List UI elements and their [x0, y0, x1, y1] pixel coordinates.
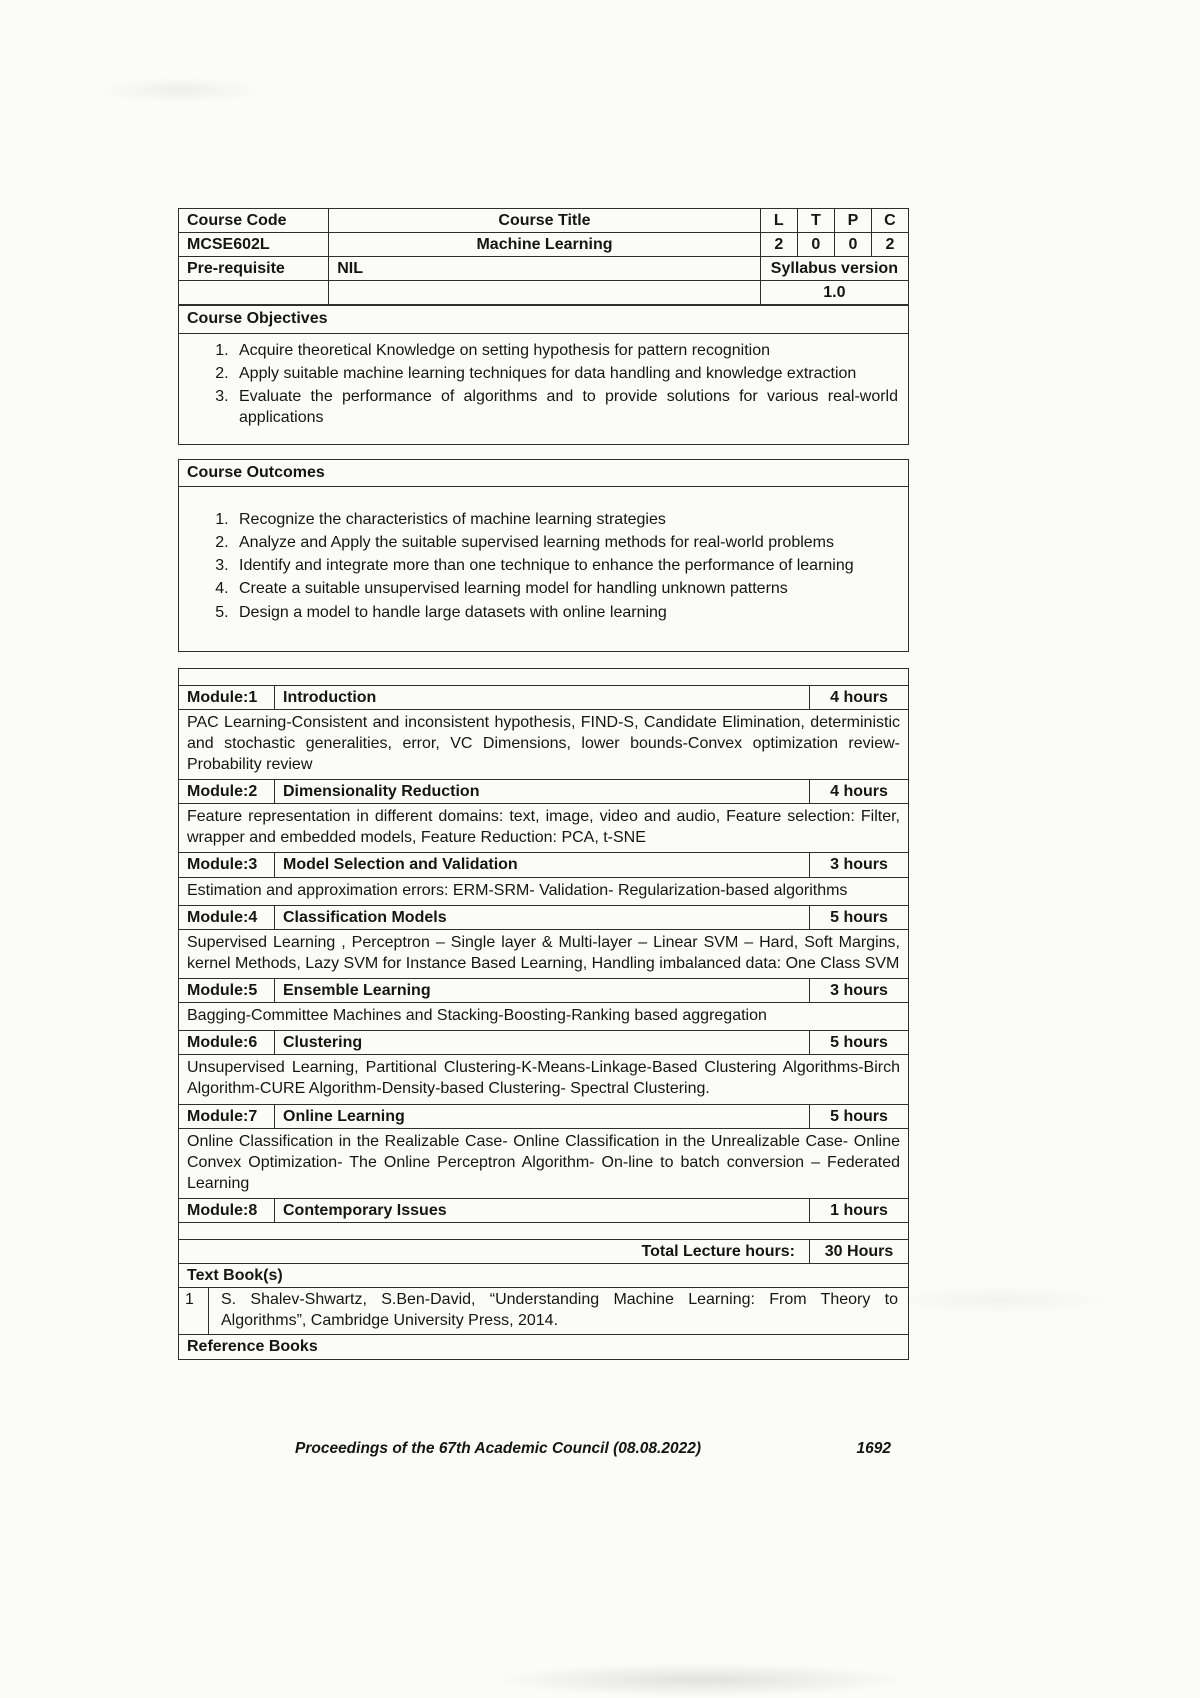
textbook-citation: S. Shalev-Shwartz, S.Ben-David, “Understanding Machine Learning: From Theory to Algorithms”, Cambridge University Press, 2014. — [221, 1291, 898, 1330]
module-description: Bagging-Committee Machines and Stacking-Boosting-Ranking based aggregation — [179, 1003, 909, 1031]
ltpc-value-p: 0 — [834, 233, 871, 257]
module-title: Online Learning — [275, 1104, 810, 1128]
course-outcomes-body — [179, 487, 908, 651]
list-item: 1. Recognize the characteristics of machine learning strategies — [233, 509, 898, 530]
module-hours: 3 hours — [810, 853, 909, 877]
module-title: Clustering — [275, 1031, 810, 1055]
module-title: Model Selection and Validation — [275, 853, 810, 877]
module-row — [179, 1031, 909, 1055]
module-row — [179, 685, 909, 709]
header-row-labels — [179, 209, 909, 233]
prerequisite-value: NIL — [329, 257, 761, 281]
textbooks-title: Text Book(s) — [179, 1264, 909, 1288]
list-item: 1. Acquire theoretical Knowledge on setting hypothesis for pattern recognition — [233, 340, 898, 361]
list-item: 3. Evaluate the performance of algorithms and to provide solutions for various real-world applications — [233, 386, 898, 428]
module-row — [179, 780, 909, 804]
textbook-item — [179, 1288, 908, 1334]
module-hours: 4 hours — [810, 780, 909, 804]
textbook-number: 1 — [179, 1288, 209, 1334]
module-description-row — [179, 877, 909, 905]
module-description-row — [179, 929, 909, 978]
total-hours-label: Total Lecture hours: — [179, 1240, 810, 1264]
module-id: Module:7 — [179, 1104, 275, 1128]
module-description: Feature representation in different domains: text, image, video and audio, Feature selection: Filter, wrapper and embedded models, Feature Reduction: PCA, t-SNE — [179, 804, 909, 853]
module-row — [179, 978, 909, 1002]
module-hours: 5 hours — [810, 905, 909, 929]
list-item: 3. Identify and integrate more than one technique to enhance the performance of learning — [233, 555, 898, 576]
list-item: 5. Design a model to handle large datasets with online learning — [233, 602, 898, 623]
module-hours: 3 hours — [810, 978, 909, 1002]
course-objectives-list — [193, 340, 898, 428]
course-outcomes-list — [193, 509, 898, 623]
module-row — [179, 905, 909, 929]
course-code-label: Course Code — [179, 209, 329, 233]
module-hours: 5 hours — [810, 1104, 909, 1128]
total-hours-value: 30 Hours — [810, 1240, 909, 1264]
module-row — [179, 1104, 909, 1128]
syllabus-version-value: 1.0 — [760, 281, 908, 305]
module-description-row — [179, 804, 909, 853]
module-description: PAC Learning-Consistent and inconsistent hypothesis, FIND-S, Candidate Elimination, deterministic and stochastic generalities, error, VC Dimensions, lower bounds-Convex optimization review- Probability review — [179, 709, 909, 779]
course-objectives-body — [179, 334, 908, 444]
module-id: Module:4 — [179, 905, 275, 929]
list-item: 2. Analyze and Apply the suitable supervised learning methods for real-world problems — [233, 532, 898, 553]
total-hours-row — [179, 1240, 909, 1264]
page-number: 1692 — [856, 1440, 891, 1457]
spacer — [178, 652, 909, 668]
module-title: Introduction — [275, 685, 810, 709]
syllabus-version-label: Syllabus version — [760, 257, 908, 281]
textbook-item-row — [179, 1288, 909, 1335]
syllabus-version-row — [179, 281, 909, 305]
empty-row — [179, 668, 909, 685]
ltpc-header-c: C — [871, 209, 908, 233]
module-row — [179, 1198, 909, 1222]
module-id: Module:2 — [179, 780, 275, 804]
module-description: Estimation and approximation errors: ERM-SRM- Validation- Regularization-based algorithms — [179, 877, 909, 905]
module-id: Module:8 — [179, 1198, 275, 1222]
prerequisite-row — [179, 257, 909, 281]
module-description-row — [179, 1128, 909, 1198]
module-hours: 4 hours — [810, 685, 909, 709]
module-description: Unsupervised Learning, Partitional Clustering-K-Means-Linkage-Based Clustering Algorithms-Birch Algorithm-CURE Algorithm-Density-based Clustering- Spectral Clustering. — [179, 1055, 909, 1104]
ltpc-value-l: 2 — [760, 233, 797, 257]
empty-cell — [329, 281, 761, 305]
course-header-table — [178, 208, 909, 305]
module-title: Contemporary Issues — [275, 1198, 810, 1222]
module-description: Supervised Learning , Perceptron – Single layer & Multi-layer – Linear SVM – Hard, Soft Margins, kernel Methods, Lazy SVM for Instance Based Learning, Handling imbalanced data: One Class SVM — [179, 929, 909, 978]
list-item: 2. Apply suitable machine learning techniques for data handling and knowledge extraction — [233, 363, 898, 384]
course-outcomes-title: Course Outcomes — [179, 460, 908, 487]
footer-text: Proceedings of the 67th Academic Council (08.08.2022) — [294, 1440, 701, 1457]
spacer — [178, 445, 909, 459]
ltpc-value-t: 0 — [797, 233, 834, 257]
course-title-label: Course Title — [329, 209, 761, 233]
module-id: Module:5 — [179, 978, 275, 1002]
module-hours: 1 hours — [810, 1198, 909, 1222]
reference-books-title: Reference Books — [179, 1335, 909, 1359]
module-title: Classification Models — [275, 905, 810, 929]
module-description: Online Classification in the Realizable Case- Online Classification in the Unrealizable Case- Online Convex Optimization- The Online Perceptron Algorithm- On-line to batch conversion – Federated Learning — [179, 1128, 909, 1198]
textbooks-header-row — [179, 1264, 909, 1288]
module-description-row — [179, 709, 909, 779]
list-item: 4. Create a suitable unsupervised learning model for handling unknown patterns — [233, 578, 898, 599]
course-outcomes-section — [178, 459, 909, 652]
module-id: Module:3 — [179, 853, 275, 877]
syllabus-document — [178, 208, 909, 1360]
ltpc-value-c: 2 — [871, 233, 908, 257]
modules-table — [178, 668, 909, 1360]
reference-books-header-row — [179, 1335, 909, 1359]
course-objectives-title: Course Objectives — [179, 306, 908, 333]
module-title: Dimensionality Reduction — [275, 780, 810, 804]
empty-cell — [179, 281, 329, 305]
module-title: Ensemble Learning — [275, 978, 810, 1002]
ltpc-header-t: T — [797, 209, 834, 233]
module-row — [179, 853, 909, 877]
course-code-value: MCSE602L — [179, 233, 329, 257]
module-description-row — [179, 1003, 909, 1031]
prerequisite-label: Pre-requisite — [179, 257, 329, 281]
ltpc-header-p: P — [834, 209, 871, 233]
header-row-values — [179, 233, 909, 257]
module-hours: 5 hours — [810, 1031, 909, 1055]
ltpc-header-l: L — [760, 209, 797, 233]
module-id: Module:1 — [179, 685, 275, 709]
course-objectives-section — [178, 305, 909, 445]
module-description-row — [179, 1055, 909, 1104]
course-title-value: Machine Learning — [329, 233, 761, 257]
empty-row — [179, 1223, 909, 1240]
module-id: Module:6 — [179, 1031, 275, 1055]
